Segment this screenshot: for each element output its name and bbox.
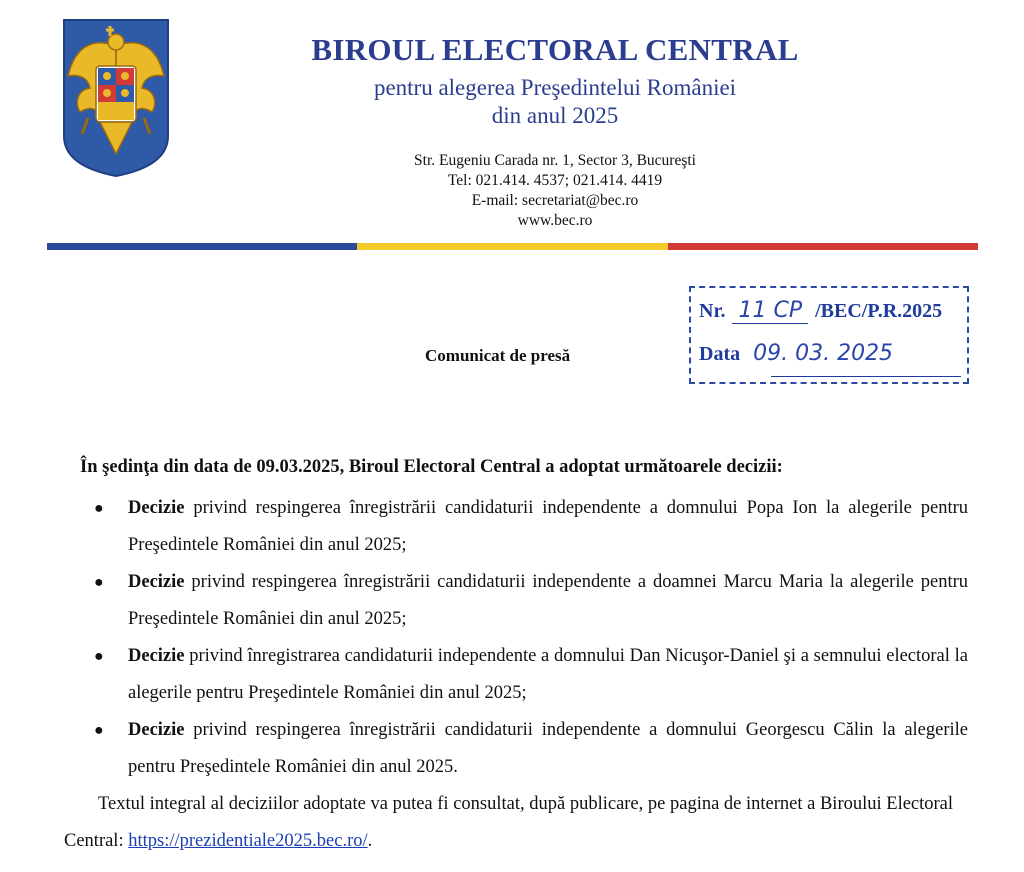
decision-label: Decizie bbox=[128, 720, 185, 740]
list-item bbox=[92, 490, 968, 564]
website-link[interactable]: https://prezidentiale2025.bec.ro/ bbox=[128, 831, 368, 851]
list-item bbox=[92, 712, 968, 786]
decision-label: Decizie bbox=[128, 572, 185, 592]
tricolor-yellow-band bbox=[357, 243, 667, 250]
stamp-date-handwritten: 09. 03. 2025 bbox=[753, 341, 894, 366]
stamp-date-line bbox=[699, 341, 901, 366]
press-release-title: Comunicat de presă bbox=[425, 346, 571, 365]
stamp-number-line bbox=[699, 298, 942, 324]
decision-text: privind respingerea înregistrării candidaturii independente a domnului Georgescu Călin la alegerile pentru Preşedintele României din anul 2025. bbox=[128, 720, 968, 777]
stamp-nr-suffix: /BEC/P.R.2025 bbox=[815, 300, 943, 322]
decision-text: privind respingerea înregistrării candidaturii independente a doamnei Marcu Maria la alegerile pentru Preşedintele României din anul 2025; bbox=[128, 572, 968, 629]
decision-label: Decizie bbox=[128, 646, 185, 666]
decision-text: privind respingerea înregistrării candidaturii independente a domnului Popa Ion la alegerile pentru Preşedintele României din anul 2025; bbox=[128, 498, 968, 555]
stamp-nr-handwritten: 11 CP bbox=[732, 298, 808, 324]
closing-text: Textul integral al deciziilor adoptate va putea fi consultat, după publicare, pe pagina de internet a Biroului Electoral Central: bbox=[64, 794, 954, 851]
stamp-nr-label: Nr. bbox=[699, 300, 726, 322]
institution-title: BIROUL ELECTORAL CENTRAL bbox=[311, 32, 799, 67]
closing-period: . bbox=[367, 831, 373, 851]
list-item bbox=[92, 564, 968, 638]
phone-line: Tel: 021.414. 4537; 021.414. 4419 bbox=[447, 172, 663, 189]
email-line: E-mail: secretariat@bec.ro bbox=[471, 192, 639, 209]
intro-paragraph: În şedinţa din data de 09.03.2025, Biroul Electoral Central a adoptat următoarele decizii: bbox=[80, 457, 783, 477]
list-item bbox=[92, 638, 968, 712]
decisions-list bbox=[92, 490, 968, 786]
decision-label: Decizie bbox=[128, 498, 185, 518]
stamp-date-label: Data bbox=[699, 343, 741, 365]
institution-subtitle: pentru alegerea Preşedintelui României bbox=[373, 75, 737, 100]
romania-coat-of-arms-icon bbox=[60, 16, 172, 178]
tricolor-blue-band bbox=[47, 243, 357, 250]
address-line: Str. Eugeniu Carada nr. 1, Sector 3, Bucureşti bbox=[414, 152, 696, 169]
bullet-icon: ● bbox=[94, 574, 104, 591]
tricolor-red-band bbox=[668, 243, 978, 250]
institution-subtitle-year: din anul 2025 bbox=[491, 103, 619, 128]
bullet-icon: ● bbox=[94, 648, 104, 665]
closing-paragraph bbox=[64, 786, 964, 860]
bullet-icon: ● bbox=[94, 500, 104, 517]
website-line: www.bec.ro bbox=[517, 212, 593, 229]
decision-text: privind înregistrarea candidaturii independente a domnului Dan Nicuşor-Daniel şi a semnului electoral la alegerile pentru Preşedintele României din anul 2025; bbox=[128, 646, 968, 703]
tricolor-divider bbox=[47, 243, 978, 250]
registration-stamp bbox=[689, 286, 969, 384]
stamp-date-underline bbox=[771, 376, 961, 377]
bullet-icon: ● bbox=[94, 722, 104, 739]
